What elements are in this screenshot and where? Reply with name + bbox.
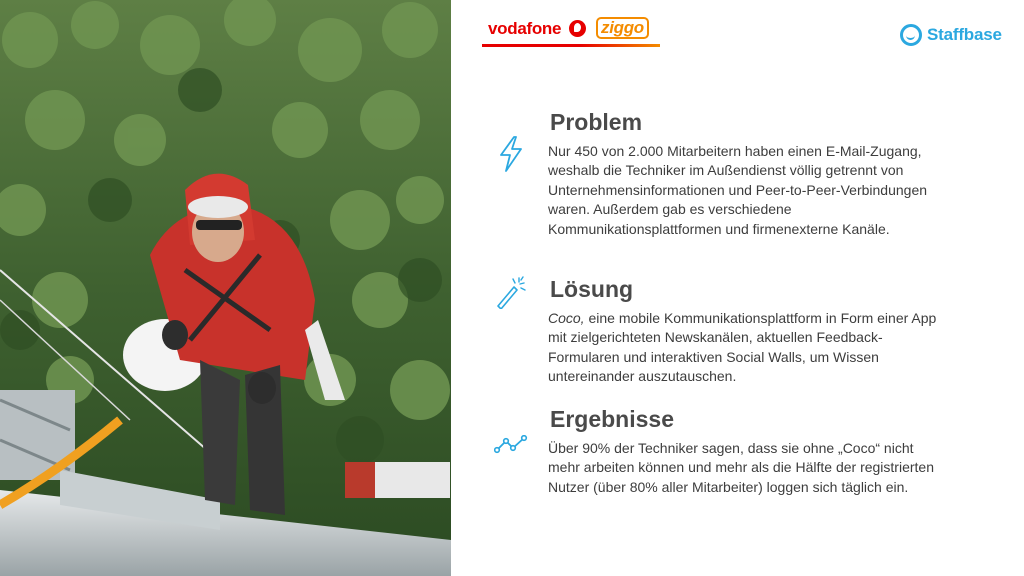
ergebnisse-text: Über 90% der Techniker sagen, dass sie ohne „Coco“ nicht mehr arbeiten können und mehr als die Hälfte der registrierten Nutzer (über 80% aller Mitarbeiter) loggen sich täglich ein. bbox=[548, 440, 934, 495]
magic-wand-icon bbox=[494, 275, 528, 309]
ziggo-wordmark: ziggo bbox=[596, 17, 649, 39]
loesung-text-emphasis: Coco, bbox=[548, 310, 585, 326]
problem-section bbox=[494, 108, 954, 268]
problem-heading: Problem bbox=[550, 109, 643, 135]
photo-illustration bbox=[0, 0, 451, 576]
lightning-icon bbox=[494, 134, 528, 168]
vodafone-wordmark: vodafone bbox=[488, 19, 562, 38]
vodafone-speechmark-icon bbox=[569, 20, 586, 37]
ergebnisse-heading: Ergebnisse bbox=[550, 406, 674, 432]
photo-technician-climbing-tower bbox=[0, 0, 451, 576]
loesung-section bbox=[494, 275, 954, 395]
staffbase-smile-icon bbox=[900, 24, 922, 46]
trend-line-icon bbox=[494, 435, 528, 469]
logo-underline bbox=[482, 44, 660, 47]
loesung-text-rest: eine mobile Kommunikationsplattform in Form einer App mit zielgerichteten Newskanälen, aktuellen Feedback-Formularen und interaktiven Social Walls, um Wissen untereinander auszutauschen. bbox=[548, 310, 937, 385]
vodafone-ziggo-logo bbox=[482, 16, 662, 50]
staffbase-wordmark: Staffbase bbox=[927, 25, 1002, 44]
loesung-text bbox=[548, 309, 948, 387]
problem-text: Nur 450 von 2.000 Mitarbeitern haben einen E-Mail-Zugang, weshalb die Techniker im Außendienst völlig getrennt von Unternehmensinformationen und Peer-to-Peer-Verbindungen waren. Außerdem gab es verschiedene Kommunikationsplattformen und firmenexterne Kanäle. bbox=[548, 143, 928, 237]
ergebnisse-section bbox=[494, 405, 954, 535]
staffbase-logo bbox=[900, 22, 1002, 48]
loesung-heading: Lösung bbox=[550, 276, 634, 302]
